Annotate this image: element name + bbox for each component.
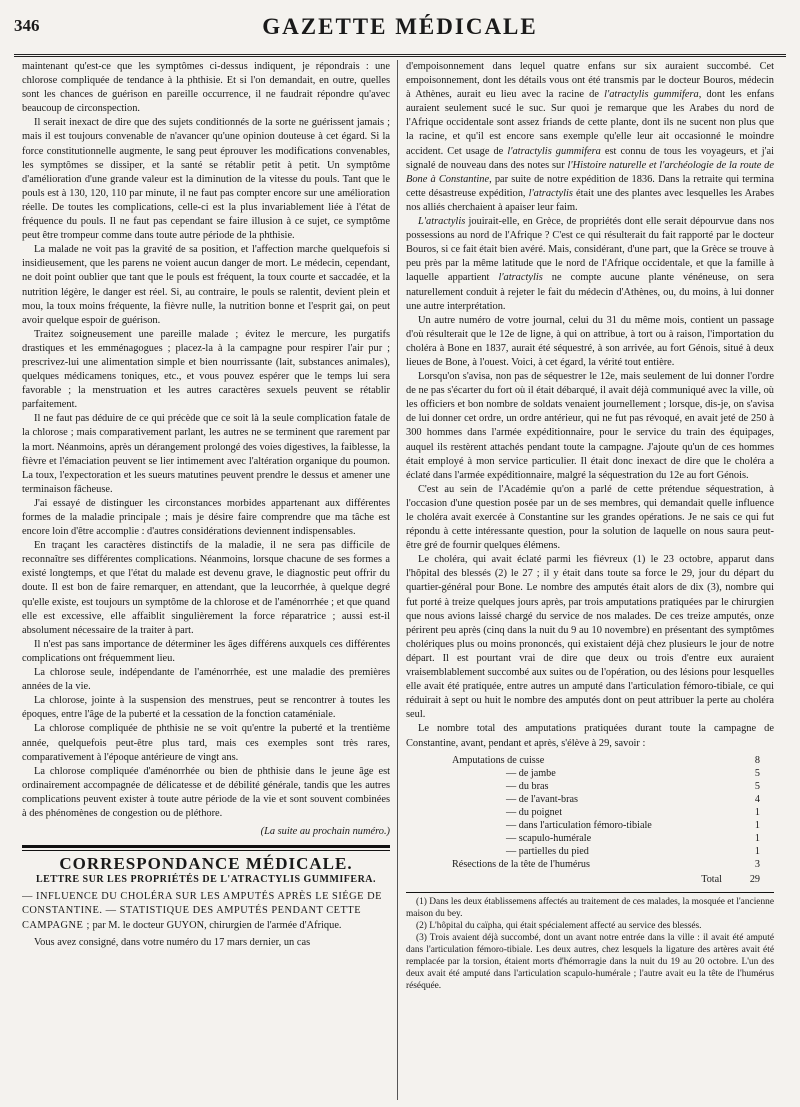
paragraph: La malade ne voit pas la gravité de sa position, et l'affection marche quelquefois si insidieusement, que les parens ne voient aucun danger de mort. Le médecin, cependant, ne doit point oublier que tant que le pouls est fréquent, la toux courte et saccadée, et la nutrition légère, le danger est réel. Si, au contraire, le pouls se ralentit, devient plein et mou, la toux moins fréquente, la fièvre nulle, la nutrition bonne et l'esprit gai, on peut avoir quelque espoir de guérison. [22, 244, 390, 326]
footnote: (2) L'hôpital du caïpha, qui était spécialement affecté au service des blessés. [416, 920, 702, 931]
column-divider [397, 60, 398, 1100]
footnote: (3) Trois avaient déjà succombé, dont un avant notre entrée dans la ville : il avait été amputé dans l'articulation fémoro-tibiale. Les deux autres, chez lesquels la ligature des artères avait été remplacée par la torsion, étaient morts d'hémorragie dans la nuit du 19 au 20 octobre. L'un des deux avait été amputé dans l'articulation scapulo-humérale ; l'autre avait eu la tête de l'humérus réséquée. [406, 932, 774, 991]
paragraph: Il ne faut pas déduire de ce qui précède que ce soit là la seule complication fatale de la chlorose ; mais comparativement parlant, les autres ne se terminent que rarement par la mort. Néanmoins, après un dérangement prolongé des voies digestives, la faiblesse, la fièvre et l'émaciation peuvent se lier intimement avec l'altération organique du poumon. La toux, l'expectoration et les sueurs matutines peuvent prendre le dessus et amener une terminaison fâcheuse. [22, 413, 390, 495]
italic-run: l'atractylis gummifera [507, 145, 601, 157]
table-row [406, 754, 774, 767]
paragraph: Le choléra, qui avait éclaté parmi les fiévreux (1) le 23 octobre, apparut dans l'hôpital des blessés (2) le 27 ; il y était dans toute sa force le 29, jour du départ du quartier-général pour Bone. Le nombre des amputés était alors de dix (3), nombre qui fut porté à treize quelques jours après, par trois amputations pratiquées par le chirurgien que nous avions laissé chargé du service de nos malades. De ces treize amputés, onze périrent peu après (cinq dans la nuit du 9 au 10 novembre) en présentant des symptômes cholériques plus ou moins prononcés, qui existaient déjà chez plusieurs le jour de notre départ. Il est pourtant vrai de dire que deux ou trois d'entre eux auraient vraisemblablement succombé aux suites ou de l'opération, ou des lésions pour lesquelles elle avait été pratiquée, entre autres un amputé dans l'articulation fémoro-tibiale, ce qui réduirait à sept ou huit le nombre des amputés dont on peut attribuer la perte au choléra seul. [406, 554, 774, 721]
paragraph: Il serait inexact de dire que des sujets conditionnés de la sorte ne guérissent jamais ; mais il est toujours convenable de n'avancer qu'une opinion douteuse à cet égard. Si la force constitutionnelle augmente, le sang peut éprouver les modifications convenables, les symptômes se dissiper, et la santé se rétablir petit à petit. Un symptôme d'amélioration d'une grande valeur est la diminution de la vitesse du pouls. Tant que le pouls est à 130, 120, 110 par minute, il ne faut pas compter encore sur une amélioration réelle. De toutes les complications, celle-ci est la plus invariablement liée à l'état de fréquence du pouls. Il ne faut pas cependant se faire illusion à ce sujet, ce symptôme peut être trompeur comme dans toute autre période de la phthisie. [22, 117, 390, 242]
paragraph: C'est au sein de l'Académie qu'on a parlé de cette prétendue séquestration, à l'occasion d'une question posée par un de ses membres, qui demandait quelle influence le choléra avait exercée à Constantine sur les grandes opérations. Je ne sais ce qui fut répondu à cette intéressante question, pour la solution de laquelle on nous saura peut-être gré de fournir quelques élémens. [406, 483, 774, 552]
paragraph: Il n'est pas sans importance de déterminer les âges différens auxquels ces différentes complications ont fréquemment lieu. [22, 638, 390, 664]
row-value: 1 [754, 832, 760, 844]
text-run: jouirait-elle, en Grèce, de propriétés dont elle serait dépourvue dans nos possessions au nord de l'Afrique ? C'est ce qui résulterait du fait rapporté par le docteur Bouros, si ce fait était bien avéré. Mais, considérant, d'une part, que la Grèce se trouve à peu près par la même latitude que le nord de l'Afrique occidentale, et que la famille à laquelle appartient [406, 216, 774, 284]
subtitle-caps: — INFLUENCE DU CHOLÉRA SUR LES AMPUTÉS APRÈS LE SIÉGE DE CONSTANTINE. — STATISTIQUE DES AMPUTÉS PENDANT CETTE CAMPAGNE ; [22, 891, 382, 931]
row-label: Amputations de cuisse [452, 754, 545, 766]
paragraph: Le nombre total des amputations pratiquées durant toute la campagne de Constantine, avant, pendant et après, s'élève à 29, savoir : [406, 723, 774, 749]
paragraph [406, 60, 774, 215]
row-label: — dans l'articulation fémoro-tibiale [506, 819, 652, 831]
journal-title: GAZETTE MÉDICALE [262, 14, 538, 39]
row-value: 5 [754, 780, 760, 792]
paragraph: Traitez soigneusement une pareille malade ; évitez le mercure, les purgatifs drastiques et les emménagogues ; placez-la à la campagne pour respirer l'air pur ; prescrivez-lui une alimentation simple et bien nourrissante (lait, substances animales), quelques médicamens toniques, etc., et vous pouvez espérer que le temps lui sera favorable ; la menstruation et les autres caractères sexuels peuvent se rétablir parfaitement. [22, 328, 390, 411]
page-header [14, 14, 786, 48]
row-value: 1 [754, 845, 760, 857]
row-value: 1 [754, 819, 760, 831]
text-run: était une des plantes avec lesquelles les Arabes nos alliés cherchaient à apaiser leur faim. [406, 187, 774, 213]
page-number: 346 [14, 16, 40, 35]
italic-run: l'atractylis [528, 187, 573, 199]
amputations-table [406, 754, 774, 886]
table-row [406, 845, 774, 858]
section-title: CORRESPONDANCE MÉDICALE. [59, 854, 353, 874]
table-row [406, 832, 774, 845]
left-column [22, 60, 390, 1100]
text-run: est connu de tous les voyageurs, et j'ai signalé de nouveau dans des notes sur [406, 145, 774, 171]
table-row [406, 767, 774, 780]
paragraph: La chlorose, jointe à la suspension des menstrues, peut se rencontrer à toutes les époques, entre l'âge de la puberté et la cessation de la fonction cataméniale. [22, 695, 390, 721]
row-value: 8 [754, 754, 760, 766]
row-value: 3 [754, 858, 760, 870]
footnote-rule [406, 892, 774, 893]
table-row [406, 858, 774, 871]
continuation-text: (La suite au prochain numéro.) [260, 826, 390, 838]
row-label: — de l'avant-bras [506, 793, 578, 805]
italic-run: l'atractylis gummifera [604, 89, 699, 101]
paragraph: En traçant les caractères distinctifs de la maladie, il ne sera pas difficile de reconnaître ses différentes complications. Néanmoins, lorsque chacune de ses formes a existé longtemps, et que l'état du malade est devenu grave, le diagnostic peut offrir du doute. Il est bon de faire remarquer, en attendant, que la leucorrhée, à quelque degré qu'elle existe, est toujours un symptôme de la chlorose et de l'aménorrhée ; et que quand elle est excessive, elle affaiblit singulièrement la force réparatrice ; aussi est-il absolument nécessaire de la traiter à part. [22, 540, 390, 636]
section-rule-thin [22, 850, 390, 851]
letter-title: LETTRE SUR LES PROPRIÉTÉS DE L'ATRACTYLIS GUMMIFERA. [35, 874, 377, 886]
row-label: — du poignet [506, 806, 563, 818]
right-column [406, 60, 774, 1100]
text-run: , par suite de notre expédition de 1836. Dans la retraite qui termina cette désastreuse expédition, [406, 173, 774, 199]
paragraph: Vous avez consigné, dans votre numéro du 17 mars dernier, un cas [34, 936, 311, 948]
row-label: — partielles du pied [506, 845, 589, 857]
continuation-note [22, 825, 390, 839]
paragraph: J'ai essayé de distinguer les circonstances morbides appartenant aux différentes formes de la maladie principale ; mais je désire faire comprendre que ma tâche est encore loin d'être accomplie : d'autres considérations deviennent indispensables. [22, 497, 390, 538]
table-row [406, 819, 774, 832]
text-run: , dont les enfans auraient seulement sucé le suc. Sur quoi je remarque que les Arabes du nord de l'Afrique occidentale sont assez friands de cette plante, dont ils ne sucent non plus que la racine, et qu'il est encore sans exemple qu'elle leur ait occasionné le moindre accident. Cet usage de [406, 89, 774, 157]
footnote: (1) Dans les deux établissemens affectés au traitement de ces malades, la mosquée et l'ancienne maison du bey. [406, 896, 774, 919]
total-label: Total [701, 873, 722, 885]
text-run: d'empoisonnement dans lequel quatre enfans sur six auraient succombé. Cet empoisonnement, dont les détails vous ont été transmis par le docteur Bouros, médecin à Athènes, aurait eu lieu avec la racine de [406, 61, 774, 101]
paragraph: Un autre numéro de votre journal, celui du 31 du même mois, contient un passage d'où résulterait que le 12e de ligne, à qui on attribue, à tort ou à raison, l'importation du choléra à Bone en 1837, aurait été séquestré, à son arrivée, au fort Génois, situé à deux lieues de Bone, à l'ouest. Voici, à cet égard, la vérité tout entière. [406, 314, 774, 368]
section-rule-heavy [22, 845, 390, 848]
row-value: 4 [754, 793, 760, 805]
row-label: Résections de la tête de l'humérus [452, 858, 590, 870]
paragraph: Lorsqu'on s'avisa, non pas de séquestrer le 12e, mais seulement de lui donner l'ordre de ne pas s'écarter du fort où il était débarqué, il avait déjà communiqué avec la ville, où les officiers et bon nombre de soldats venaient journellement ; lorsque, dis-je, on s'avisa de lui donner cet ordre, un ordre antérieur, qui ne fut pas révoqué, en avait jeté de 250 à 300 hommes dans l'armée expéditionnaire, pour le service du train des équipages, auquel ils restèrent attachés pendant toute la campagne. J'ajoute qu'un de ces hommes était employé à mon service particulier. Il était donc inexact de dire que le choléra a éclaté dans l'armée expéditionnaire, malgré la séquestration du 12e au fort Génois. [406, 371, 774, 481]
italic-run: l'Histoire naturelle et l'archéologie de la route de Bone à Constantine [406, 159, 774, 185]
italic-run: l'atractylis [498, 272, 543, 284]
table-row [406, 793, 774, 806]
total-value: 29 [749, 873, 760, 885]
paragraph: maintenant qu'est-ce que les symptômes ci-dessus indiquent, je répondrais : une chlorose compliquée de tendance à la phthisie. Et si l'on demandait, en outre, quelles sont les chances de guérison en pareille occurrence, il ne faudrait répondre qu'avec beaucoup de circonspection. [22, 61, 390, 115]
row-label: — scapulo-humérale [506, 832, 592, 844]
paragraph: La chlorose compliquée d'aménorrhée ou bien de phthisie dans le jeune âge est ordinairement accompagnée de délicatesse et de débilité générale, tandis que les autres complications peuvent exister à toute autre période de la vie et sont souvent combinées à des phénomènes de congestion ou de pléthore. [22, 765, 390, 819]
letter-subtitle [22, 890, 390, 932]
row-value: 1 [754, 806, 760, 818]
subtitle-author: par M. le docteur GUYON, chirurgien de l'armée d'Afrique. [89, 919, 342, 931]
table-row [406, 780, 774, 793]
row-label: — de jambe [506, 767, 556, 779]
paragraph: La chlorose seule, indépendante de l'aménorrhée, est une maladie des premières années de la vie. [22, 667, 390, 693]
header-rule [14, 54, 786, 57]
table-row [406, 806, 774, 819]
paragraph: La chlorose compliquée de phthisie ne se voit qu'entre la puberté et la trentième année, quelquefois peut-être plus tard, mais ces exemples sont très rares, comparativement à l'époque antérieure de vingt ans. [22, 723, 390, 763]
total-row [406, 871, 774, 886]
italic-run: L'atractylis [418, 216, 466, 228]
row-label: — du bras [506, 780, 549, 792]
text-run: ne compte aucune plante vénéneuse, on sera naturellement conduit à rejeter le fait du médecin d'Athènes, ou, du moins, à lui donner une autre interprétation. [406, 272, 774, 312]
row-value: 5 [754, 767, 760, 779]
paragraph [406, 215, 774, 314]
